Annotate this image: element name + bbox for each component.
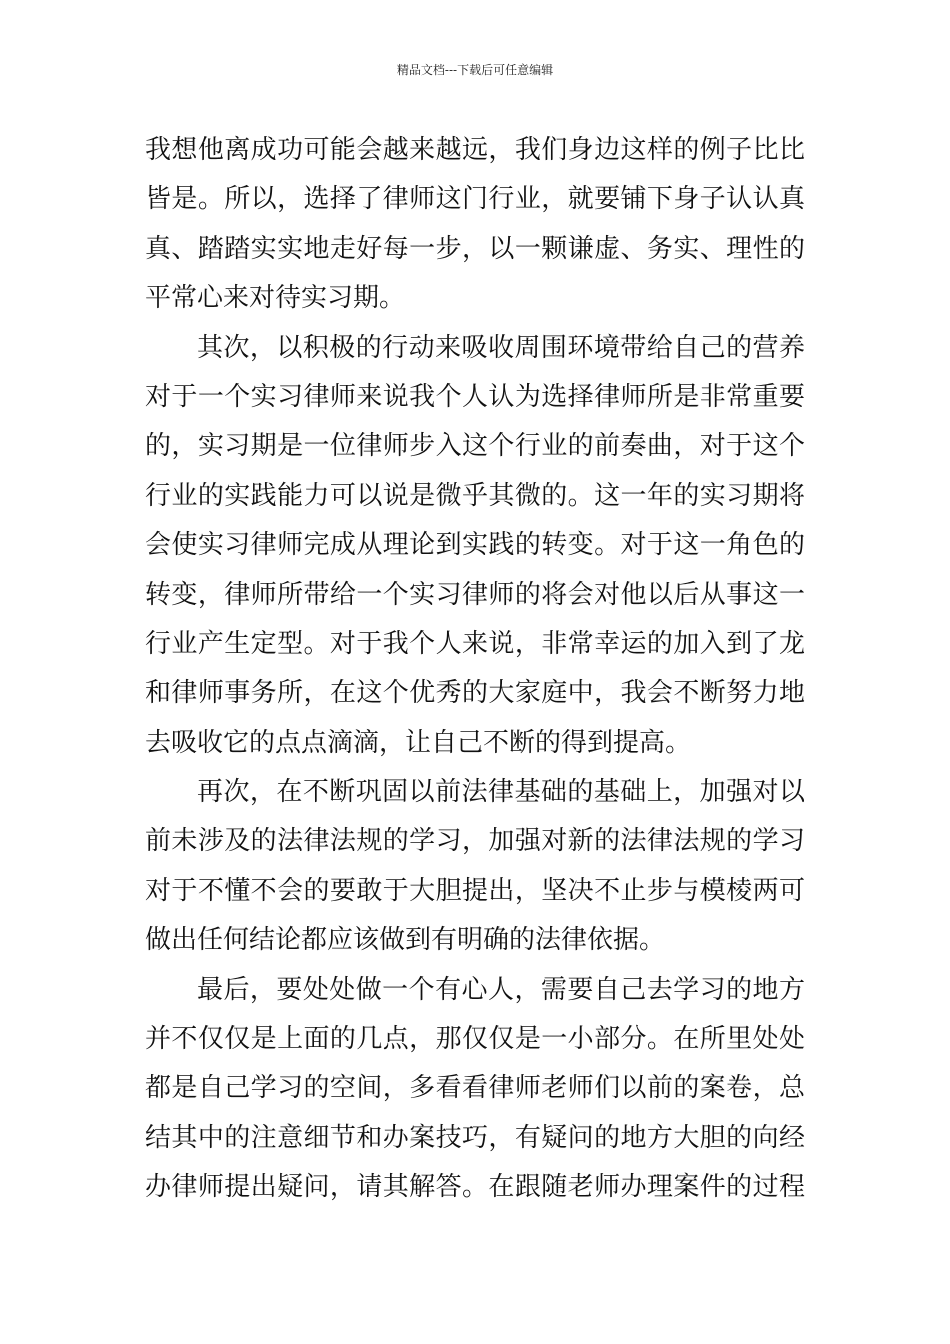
text-line: 皆是。所以，选择了律师这门行业，就要铺下身子认认真 (145, 184, 805, 215)
text-line: 并不仅仅是上面的几点，那仅仅是一小部分。在所里处处 (145, 1024, 805, 1055)
text-line: 去吸收它的点点滴滴，让自己不断的得到提高。 (145, 727, 692, 758)
text-line: 平常心来对待实习期。 (145, 283, 406, 314)
text-line: 和律师事务所，在这个优秀的大家庭中，我会不断努力地 (145, 678, 805, 709)
text-line: 办律师提出疑问，请其解答。在跟随老师办理案件的过程 (145, 1172, 805, 1203)
text-line: 对于一个实习律师来说我个人认为选择律师所是非常重要 (145, 381, 805, 412)
text-line: 对于不懂不会的要敢于大胆提出，坚决不止步与模棱两可 (145, 875, 805, 906)
text-line: 行业的实践能力可以说是微乎其微的。这一年的实习期将 (145, 480, 805, 511)
text-line: 最后，要处处做一个有心人，需要自己去学习的地方 (197, 974, 805, 1005)
paragraph (145, 126, 805, 324)
text-line: 再次，在不断巩固以前法律基础的基础上，加强对以 (197, 777, 805, 808)
text-line: 真、踏踏实实地走好每一步，以一颗谦虚、务实、理性的 (145, 233, 805, 264)
text-line: 会使实习律师完成从理论到实践的转变。对于这一角色的 (145, 530, 805, 561)
paragraph (145, 966, 805, 1213)
document-body (145, 126, 805, 1213)
text-line: 的，实习期是一位律师步入这个行业的前奏曲，对于这个 (145, 431, 805, 462)
text-line: 转变，律师所带给一个实习律师的将会对他以后从事这一 (145, 579, 805, 610)
text-line: 都是自己学习的空间，多看看律师老师们以前的案卷，总 (145, 1073, 805, 1104)
paragraph (145, 768, 805, 966)
text-line: 前未涉及的法律法规的学习，加强对新的法律法规的学习 (145, 826, 805, 857)
page-header: 精品文档---下载后可任意编辑 (396, 63, 554, 77)
text-line: 行业产生定型。对于我个人来说，非常幸运的加入到了龙 (145, 628, 805, 659)
text-line: 我想他离成功可能会越来越远，我们身边这样的例子比比 (145, 135, 805, 165)
text-line: 其次，以积极的行动来吸收周围环境带给自己的营养 (197, 332, 805, 363)
text-line: 结其中的注意细节和办案技巧，有疑问的地方大胆的向经 (145, 1122, 805, 1153)
paragraph (145, 324, 805, 769)
text-line: 做出任何结论都应该做到有明确的法律依据。 (145, 925, 666, 956)
